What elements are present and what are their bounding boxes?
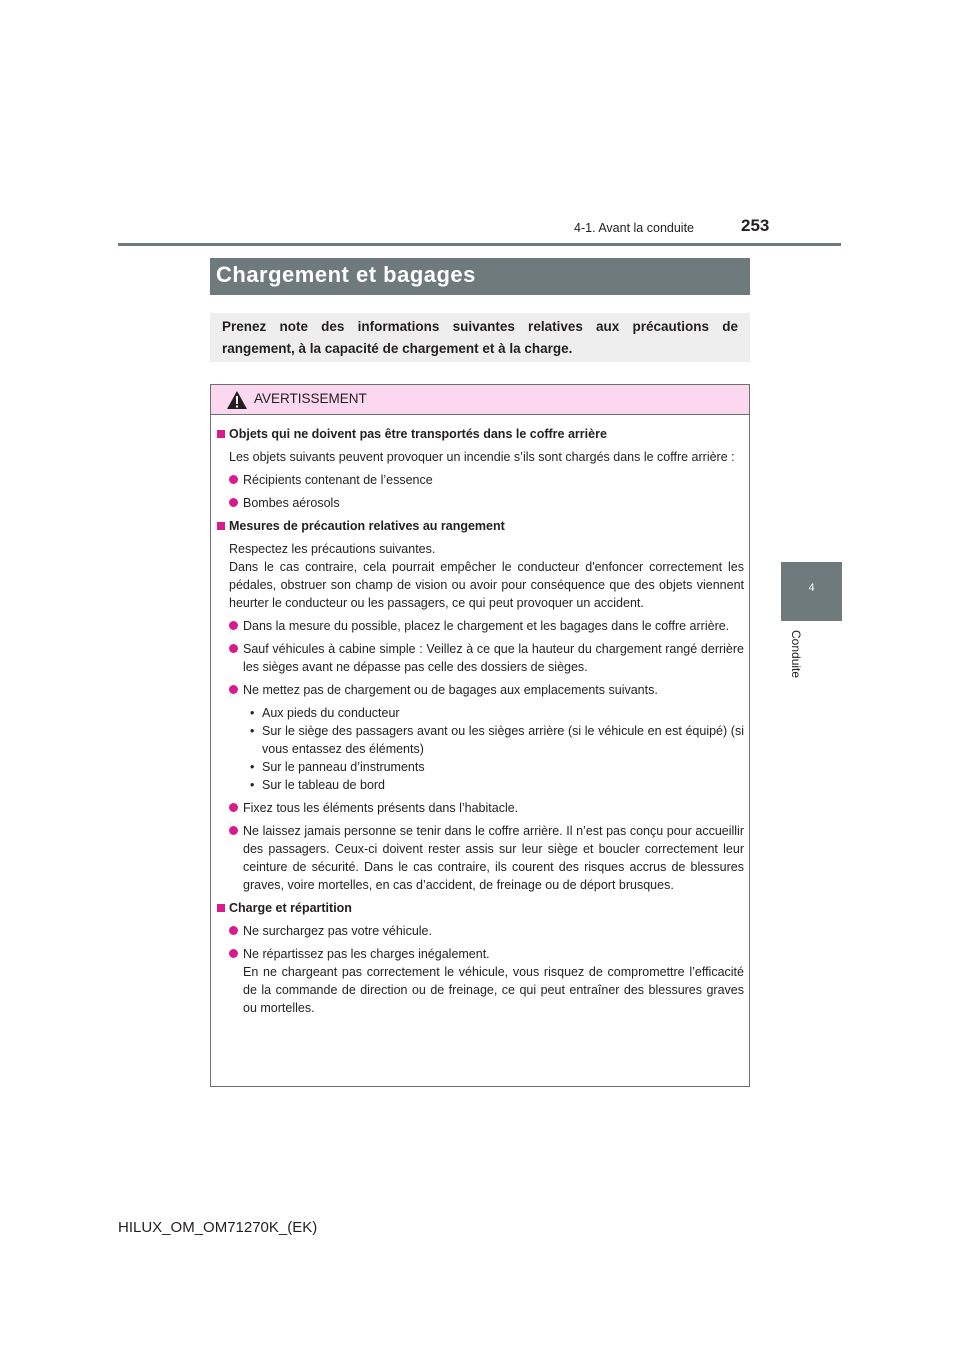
list-item-line: En ne chargeant pas correctement le véhicule, vous risquez de compromettre l’efficacité de la commande de direction ou de freinage, ce qui peut entraîner des blessures graves ou mortelles. bbox=[243, 965, 744, 1015]
warning-body bbox=[217, 425, 744, 1017]
sub-list-item: • Aux pieds du conducteur bbox=[217, 704, 744, 722]
warning-paragraph: Dans le cas contraire, cela pourrait empêcher le conducteur d'enfoncer correctement les pédales, obstruer son champ de vision ou avoir pour conséquence que des objets viennent heurter le conducteur ou les passagers, ce qui peut provoquer un accident. bbox=[229, 560, 744, 610]
warning-heading: Charge et répartition bbox=[217, 899, 744, 917]
chapter-label: Conduite bbox=[789, 630, 803, 679]
page-title: Chargement et bagages bbox=[210, 258, 750, 295]
warning-heading: Mesures de précaution relatives au rangement bbox=[217, 517, 744, 535]
list-item: Fixez tous les éléments présents dans l’habitacle. bbox=[217, 799, 744, 817]
page-number: 253 bbox=[741, 216, 770, 235]
warning-heading: Objets qui ne doivent pas être transportés dans le coffre arrière bbox=[217, 425, 744, 443]
list-item: Bombes aérosols bbox=[217, 494, 744, 512]
list-item-line: Ne répartissez pas les charges inégalement. bbox=[243, 947, 490, 961]
list-item: Ne surchargez pas votre véhicule. bbox=[217, 922, 744, 940]
chapter-tab bbox=[781, 562, 842, 621]
list-item: Sauf véhicules à cabine simple : Veillez à ce que la hauteur du chargement rangé derrière les sièges avant ne dépasse pas celle des dossiers de sièges. bbox=[217, 640, 744, 676]
list-item: Dans la mesure du possible, placez le chargement et les bagages dans le coffre arrière. bbox=[217, 617, 744, 635]
list-item: Ne mettez pas de chargement ou de bagages aux emplacements suivants. bbox=[217, 681, 744, 699]
section-title: 4-1. Avant la conduite bbox=[574, 221, 694, 235]
sub-list-item: • Sur le tableau de bord bbox=[217, 776, 744, 794]
footer-code: HILUX_OM_OM71270K_(EK) bbox=[118, 1219, 318, 1236]
list-item: Récipients contenant de l’essence bbox=[217, 471, 744, 489]
chapter-number: 4 bbox=[808, 582, 815, 594]
warning-box bbox=[210, 384, 750, 1087]
warning-header bbox=[211, 385, 749, 415]
warning-paragraph: Les objets suivants peuvent provoquer un incendie s’ils sont chargés dans le coffre arrière : bbox=[229, 450, 735, 464]
sub-list-item: • Sur le panneau d’instruments bbox=[217, 758, 744, 776]
list-item: Ne laissez jamais personne se tenir dans le coffre arrière. Il n’est pas conçu pour accueillir des passagers. Ceux-ci doivent rester assis sur leur siège et boucler correctement leur ceinture de sécurité. Dans le cas contraire, ils courent des risques accrus de blessures graves, voire mortelles, en cas d’accident, de freinage ou de déport brusques. bbox=[217, 822, 744, 894]
intro-text: Prenez note des informations suivantes relatives aux précautions de rangement, à la capacité de chargement et à la charge. bbox=[210, 313, 750, 362]
warning-triangle-icon bbox=[226, 390, 248, 410]
warning-title: AVERTISSEMENT bbox=[254, 391, 367, 406]
list-item bbox=[217, 945, 744, 1017]
header-rule bbox=[118, 243, 841, 246]
warning-paragraph: Respectez les précautions suivantes. bbox=[229, 542, 436, 556]
sub-list-item: • Sur le siège des passagers avant ou les sièges arrière (si le véhicule en est équipé) (si vous entassez des éléments) bbox=[217, 722, 744, 758]
